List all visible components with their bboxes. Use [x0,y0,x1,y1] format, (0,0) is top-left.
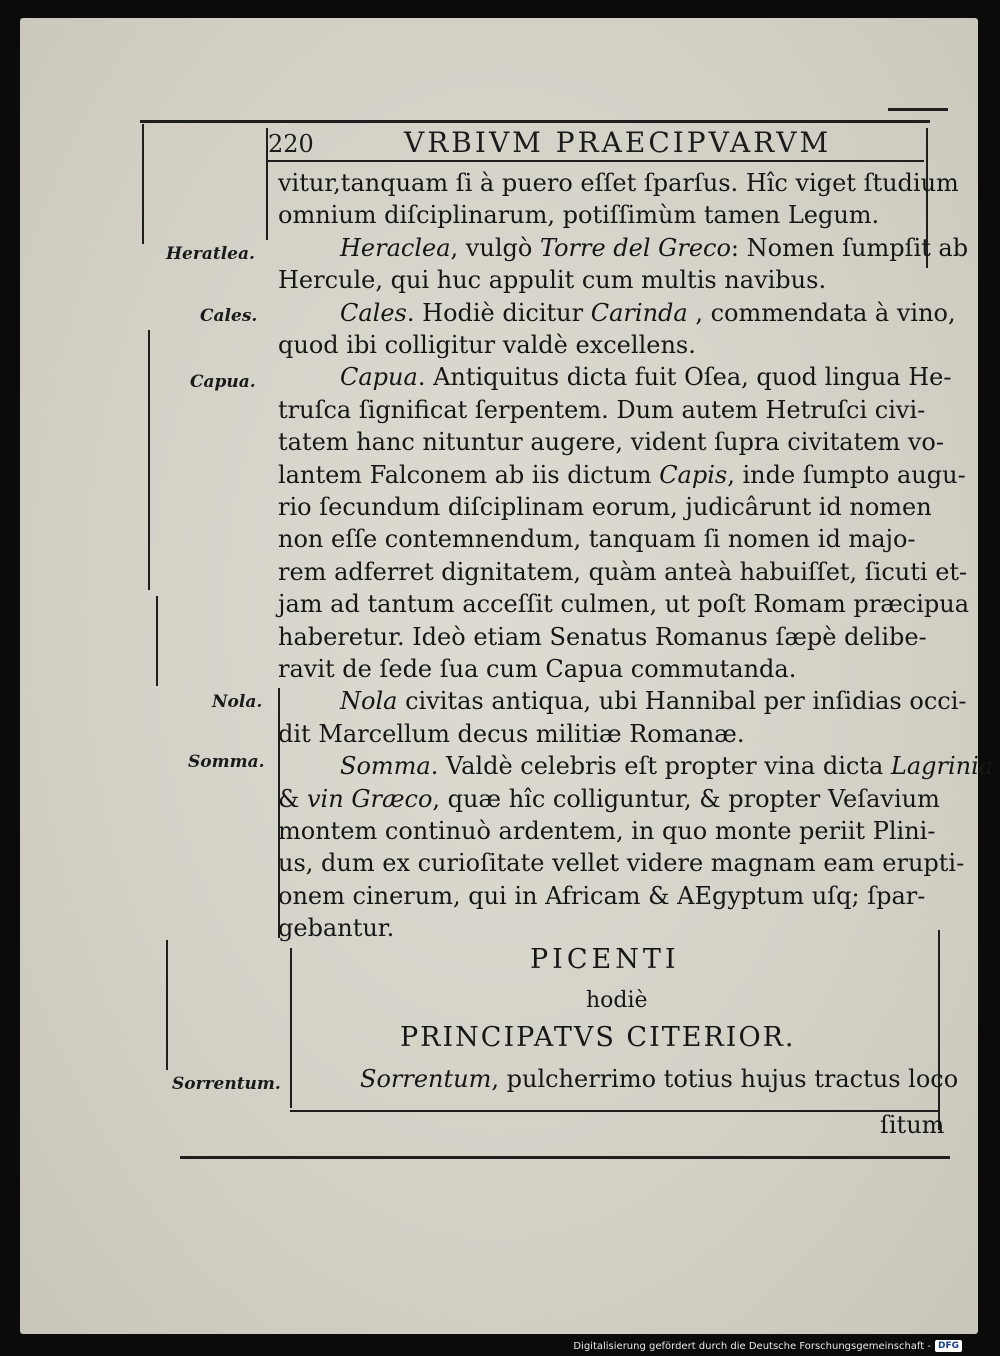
text-line: truſca ſignificat ſerpentem. Dum autem Hetruſci civi- [278,395,926,424]
text-line: omnium diſciplinarum, potiſſimùm tamen Legum. [278,201,880,230]
text-line: Nola civitas antiqua, ubi Hannibal per inſidias occi- [340,687,967,716]
text-line: jam ad tantum acceſſit culmen, ut poſt Romam præcipua [278,590,970,619]
text-line: Hercule, qui huc appulit cum multis navibus. [278,266,827,295]
text-line-sorrentum: Sorrentum, pulcherrimo totius hujus tractus loco [360,1065,959,1093]
margin-note-sorrentum: Sorrentum. [172,1074,281,1094]
digitization-credit [573,1340,962,1352]
margin-note-cales: Cales. [200,306,258,326]
text-line: rem adferret dignitatem, quàm anteà habuiſſet, ſicuti et- [278,557,968,586]
text-line: haberetur. Ideò etiam Senatus Romanus ſæpè delibe- [278,622,927,651]
margin-frame-left [142,124,144,244]
page-number: 220 [268,130,314,158]
text-line: dit Marcellum decus militiæ Romanæ. [278,719,745,748]
text-line: onem cinerum, qui in Africam & AEgyptum uſq; ſpar- [278,881,926,910]
running-title: VRBIVM PRAECIPVARVM [404,126,832,159]
page-header [268,126,928,160]
text-line: vitur,tanquam ſi à puero eſſet ſparſus. Hîc viget ſtudium [278,169,959,197]
text-line: rio ſecundum diſciplinam eorum, judicârunt id nomen [278,493,932,521]
margin-frame-left-4 [166,940,168,1070]
section-title: PICENTI [530,944,680,975]
section-frame-left [290,948,292,1108]
text-line: Somma. Valdè celebris eſt propter vina dicta Lagrinia [340,752,994,781]
margin-note-nola: Nola. [212,692,263,712]
bottom-rule [290,1110,940,1112]
header-underline [268,160,924,162]
catchword: ſitum [880,1111,945,1139]
text-line: Capua. Antiquitus dicta fuit Oſea, quod lingua He- [340,363,952,392]
top-rule-right-fragment [888,108,948,111]
text-line: quod ibi colligitur valdè excellens. [278,331,696,359]
text-line: montem continuò ardentem, in quo monte periit Plini- [278,817,936,845]
text-line: tatem hanc nituntur augere, vident ſupra civitatem vo- [278,428,944,457]
text-line: & vin Græco, quæ hîc colliguntur, & propter Veſavium [278,784,940,813]
section-subtitle: hodiè [586,988,648,1013]
section-heading: PRINCIPATVS CITERIOR. [400,1022,796,1053]
text-line: gebantur. [278,914,395,943]
margin-note-somma: Somma. [188,752,265,772]
text-line: lantem Falconem ab iis dictum Capis, inde ſumpto augu- [278,460,966,489]
text-frame-right-lower [938,930,940,1130]
text-line: Cales. Hodiè dicitur Carinda , commendata à vino, [340,298,956,327]
margin-note-heraclea: Heratlea. [166,244,255,264]
outer-bottom-rule [180,1156,950,1159]
text-line: non eſſe contemnendum, tanquam ſi nomen id majo- [278,525,916,554]
margin-note-capua: Capua. [190,372,256,392]
text-line: Heraclea, vulgò Torre del Greco: Nomen ſumpſit ab [340,233,969,262]
dfg-logo: DFG [935,1340,962,1352]
credit-text: Digitalisierung gefördert durch die Deutsche Forschungsgemeinschaft - [573,1340,931,1352]
text-line: ravit de ſede ſua cum Capua commutanda. [278,655,797,683]
margin-frame-left-3 [156,596,158,686]
text-line: us, dum ex curioſitate vellet videre magnam eam erupti- [278,849,965,878]
margin-frame-left-2 [148,330,150,590]
top-rule [140,120,930,123]
